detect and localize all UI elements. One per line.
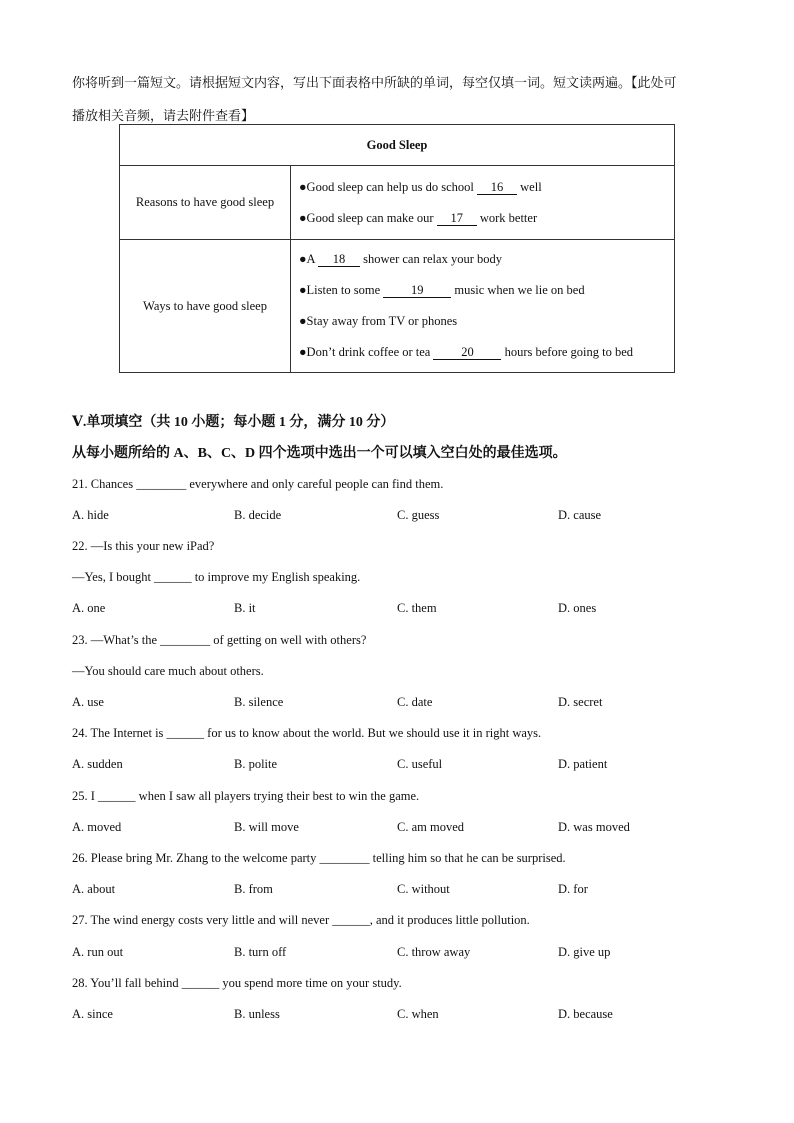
question-23-options — [72, 695, 712, 713]
option-a[interactable]: A. run out — [72, 945, 124, 959]
option-c[interactable]: C. when — [397, 1007, 439, 1021]
good-sleep-table — [119, 124, 675, 373]
question-25-options — [72, 820, 712, 838]
table-item — [299, 244, 674, 275]
option-a[interactable]: A. use — [72, 695, 104, 709]
table-row-ways — [120, 240, 675, 373]
option-d[interactable]: D. because — [558, 1007, 613, 1021]
item-text: music when we lie on bed — [451, 283, 585, 297]
option-d[interactable]: D. give up — [558, 945, 611, 959]
item-text: work better — [476, 210, 538, 225]
question-27-stem: 27. The wind energy costs very little and will never ______, and it produces little pollution. — [72, 913, 530, 927]
question-22-reply: —Yes, I bought ______ to improve my English speaking. — [72, 570, 361, 584]
option-d[interactable]: D. cause — [558, 508, 602, 522]
row-category: Reasons to have good sleep — [120, 166, 291, 240]
item-text: ●Don’t drink coffee or tea — [299, 345, 434, 359]
option-c[interactable]: C. without — [397, 882, 450, 896]
option-c[interactable]: C. am moved — [397, 820, 465, 834]
blank-16[interactable]: 16 — [477, 180, 517, 195]
option-b[interactable]: B. unless — [234, 1007, 280, 1021]
section-instruction: 从每小题所给的 A、B、C、D 四个选项中选出一个可以填入空白处的最佳选项。 — [72, 446, 567, 461]
question-22-options — [72, 601, 712, 619]
item-text: ●Listen to some — [299, 283, 384, 297]
blank-17[interactable]: 17 — [437, 211, 477, 226]
option-b[interactable]: B. decide — [234, 508, 282, 522]
table-row-reasons — [120, 166, 675, 240]
item-text: ●Stay away from TV or phones — [299, 314, 458, 328]
option-d[interactable]: D. for — [558, 882, 588, 896]
option-a[interactable]: A. sudden — [72, 757, 123, 771]
table-item — [299, 306, 674, 337]
question-24-stem: 24. The Internet is ______ for us to know about the world. But we should use it in right ways. — [72, 726, 542, 740]
option-a[interactable]: A. one — [72, 601, 106, 615]
option-b[interactable]: B. will move — [234, 820, 299, 834]
item-text: hours before going to bed — [501, 345, 634, 359]
option-b[interactable]: B. silence — [234, 695, 284, 709]
question-22-stem: 22. —Is this your new iPad? — [72, 539, 215, 553]
question-25-stem: 25. I ______ when I saw all players trying their best to win the game. — [72, 789, 420, 803]
question-26-options — [72, 882, 712, 900]
option-d[interactable]: D. was moved — [558, 820, 630, 834]
table-item — [299, 172, 674, 203]
row-items — [291, 166, 675, 240]
blank-18[interactable]: 18 — [318, 252, 360, 267]
question-21-stem: 21. Chances ________ everywhere and only careful people can find them. — [72, 477, 444, 491]
option-d[interactable]: D. ones — [558, 601, 597, 615]
listening-instructions — [72, 66, 728, 132]
option-c[interactable]: C. throw away — [397, 945, 471, 959]
option-b[interactable]: B. polite — [234, 757, 278, 771]
table-title: Good Sleep — [120, 125, 675, 166]
option-d[interactable]: D. secret — [558, 695, 603, 709]
question-28-options — [72, 1007, 712, 1025]
option-a[interactable]: A. since — [72, 1007, 113, 1021]
question-23-reply: —You should care much about others. — [72, 664, 264, 678]
question-24-options — [72, 757, 712, 775]
table-item — [299, 203, 674, 234]
item-text: shower can relax your body — [360, 252, 502, 266]
section-title: Ⅴ.单项填空（共 10 小题；每小题 1 分，满分 10 分） — [72, 415, 395, 430]
blank-19[interactable]: 19 — [383, 283, 451, 298]
row-category: Ways to have good sleep — [120, 240, 291, 373]
item-text: ●A — [299, 252, 319, 266]
option-c[interactable]: C. date — [397, 695, 433, 709]
option-c[interactable]: C. guess — [397, 508, 440, 522]
question-23-stem: 23. —What’s the ________ of getting on well with others? — [72, 633, 367, 647]
instruction-line-2: 播放相关音频，请去附件查看】 — [72, 108, 255, 123]
blank-20[interactable]: 20 — [433, 345, 501, 360]
table-item — [299, 275, 674, 306]
item-text: well — [517, 179, 542, 194]
option-b[interactable]: B. turn off — [234, 945, 287, 959]
option-b[interactable]: B. it — [234, 601, 256, 615]
row-items — [291, 240, 675, 373]
option-d[interactable]: D. patient — [558, 757, 608, 771]
table-item — [299, 337, 674, 368]
option-c[interactable]: C. useful — [397, 757, 443, 771]
option-a[interactable]: A. moved — [72, 820, 122, 834]
question-26-stem: 26. Please bring Mr. Zhang to the welcome party ________ telling him so that he can be surprised. — [72, 851, 566, 865]
instruction-line-1: 你将听到一篇短文。请根据短文内容，写出下面表格中所缺的单词，每空仅填一词。短文读两遍。【此处可 — [72, 75, 677, 90]
item-text: ●Good sleep can help us do school — [299, 179, 478, 194]
question-21-options — [72, 508, 712, 526]
question-28-stem: 28. You’ll fall behind ______ you spend more time on your study. — [72, 976, 402, 990]
question-27-options — [72, 945, 712, 963]
option-a[interactable]: A. hide — [72, 508, 109, 522]
option-b[interactable]: B. from — [234, 882, 273, 896]
item-text: ●Good sleep can make our — [299, 210, 437, 225]
option-c[interactable]: C. them — [397, 601, 437, 615]
option-a[interactable]: A. about — [72, 882, 116, 896]
